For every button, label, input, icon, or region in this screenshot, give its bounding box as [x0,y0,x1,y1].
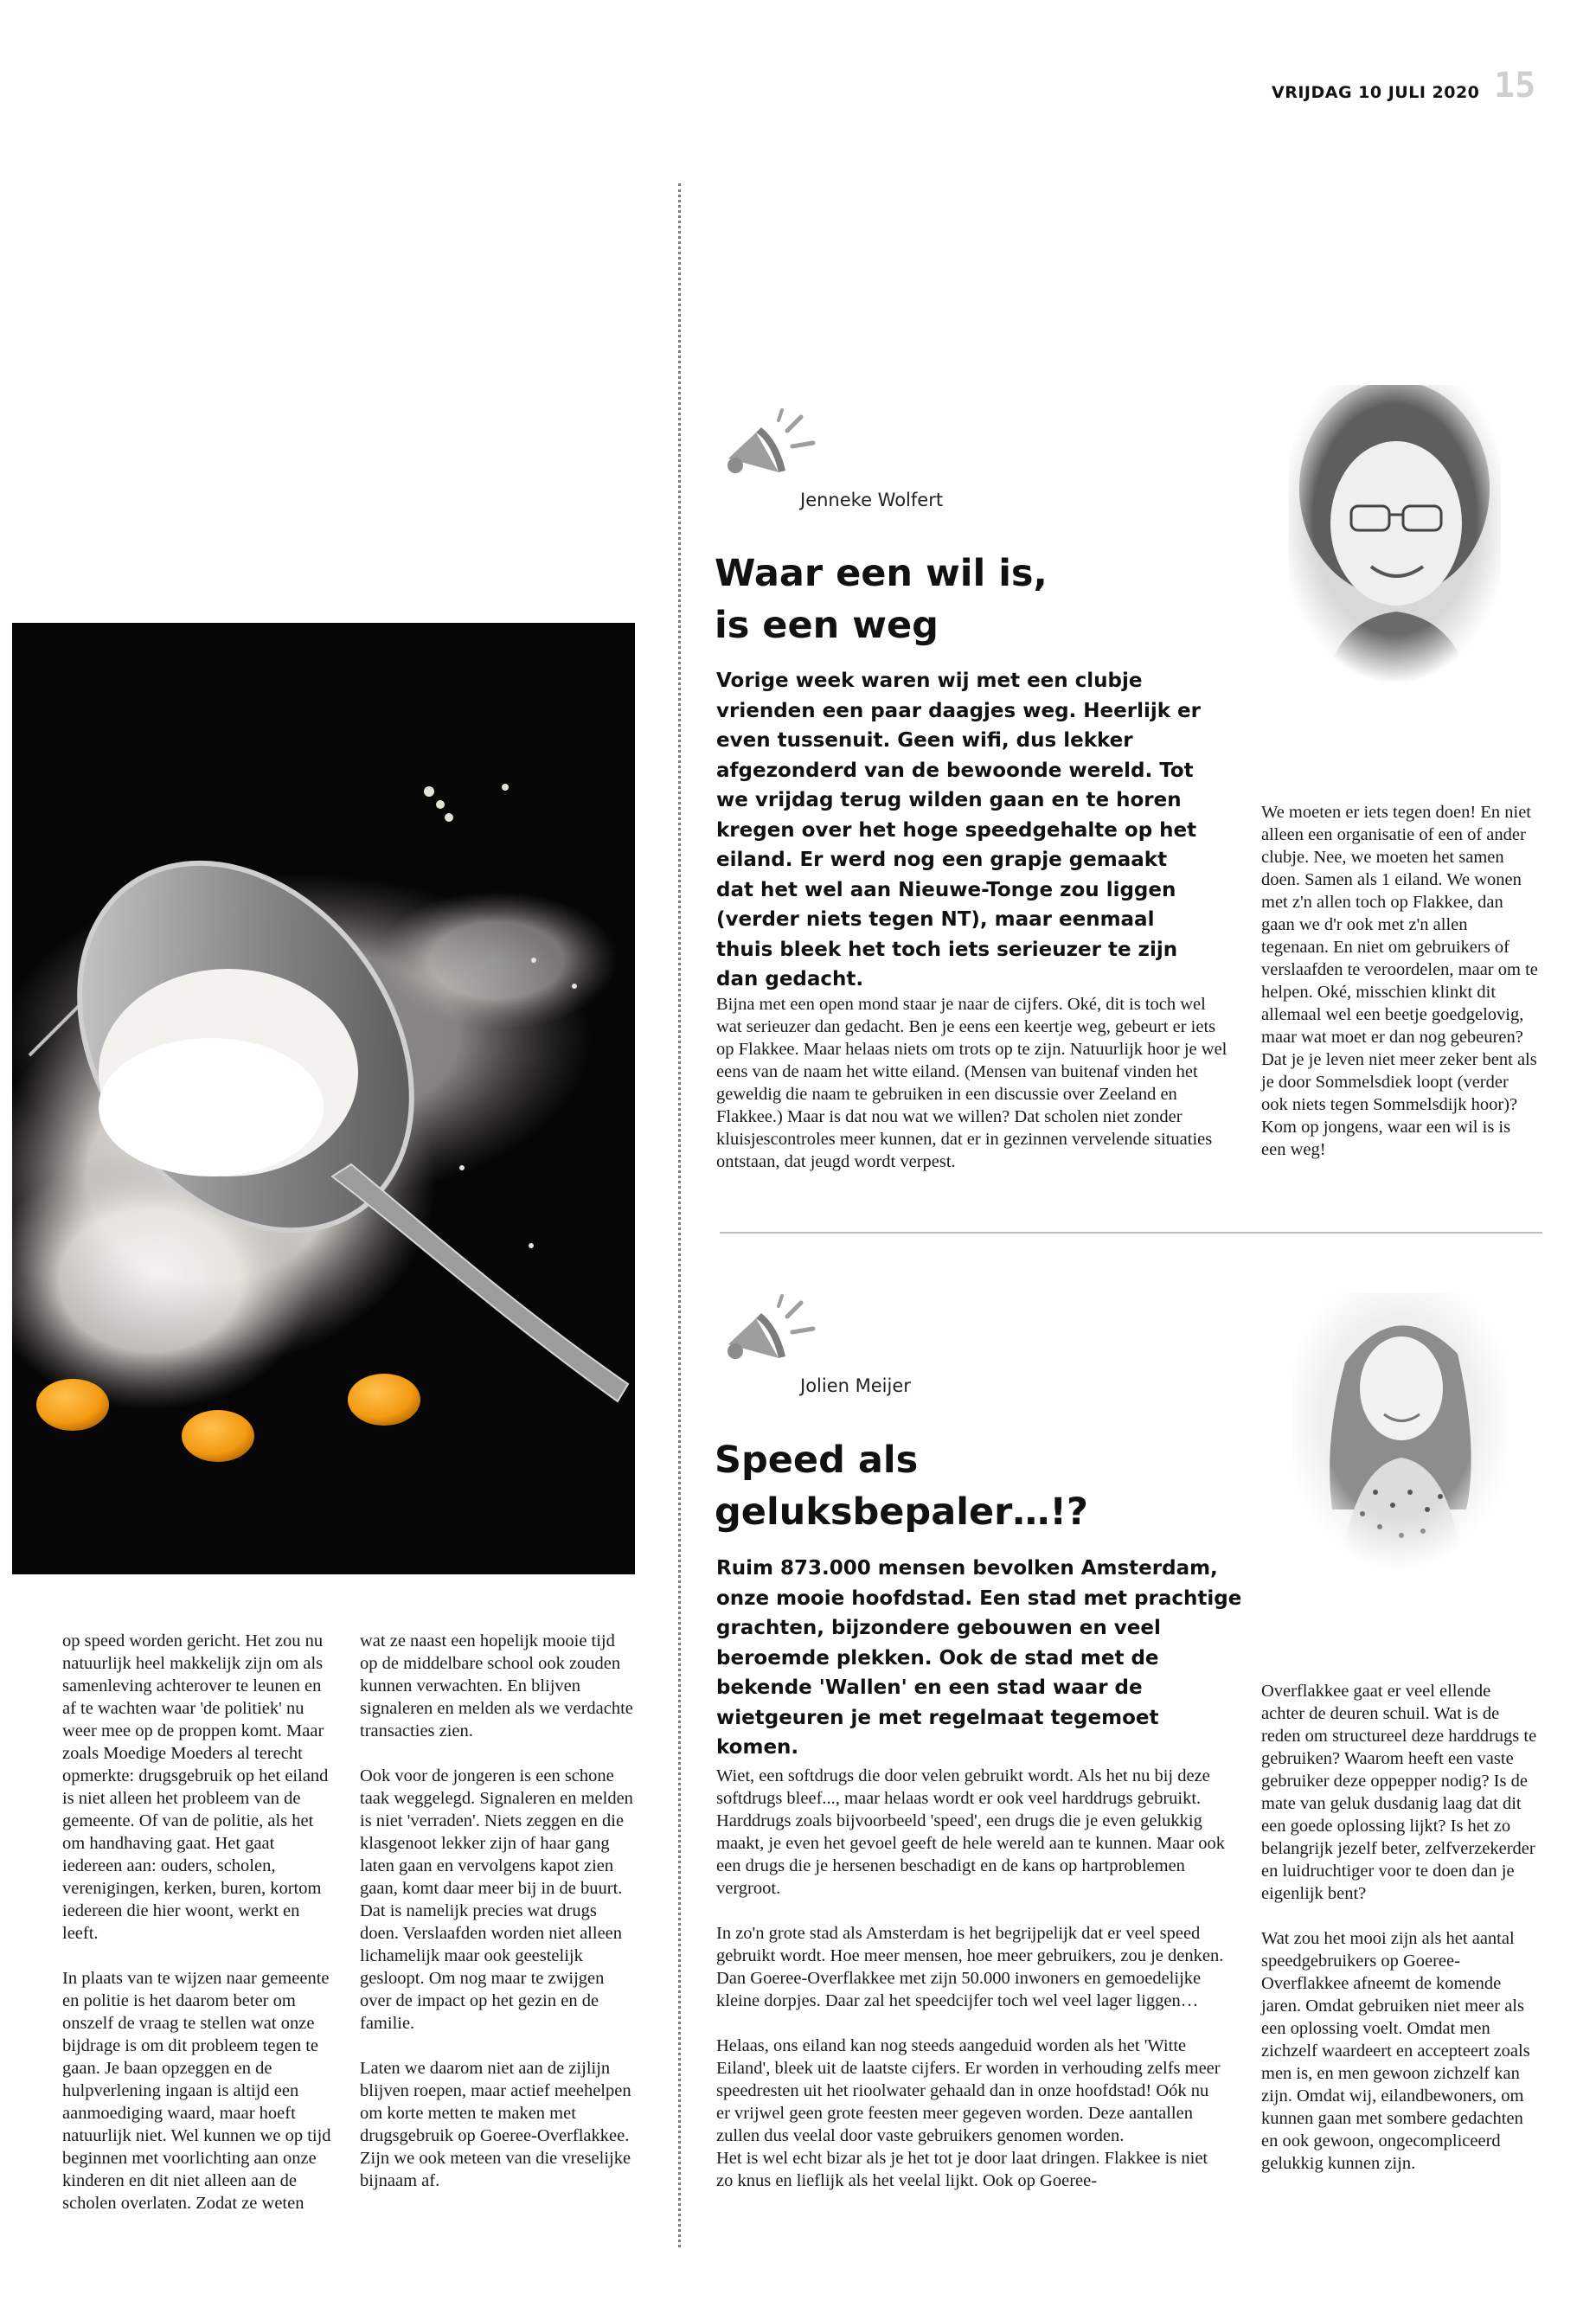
second-column-paragraph: Ook voor de jongeren is een schone taak weggelegd. Signaleren en melden is niet 'verraden'. Niets zeggen en die klasgenoot lekker zijn of haar gang laten gaan en vervolgens kapot zien gaan, komt daar meer bij in de buurt. Dat is namelijk precies wat drugs doen. Verslaafden worden niet alleen lichamelijk maar ook geestelijk gesloopt. Om nog maar te zwijgen over de impact op het gezin en de familie. [360,1766,633,2033]
article2-title [715,1434,1268,1538]
article1-body-paragraph: Bijna met een open mond staar je naar de cijfers. Oké, dit is toch wel wat serieuzer dan gedacht. Ben je eens een keertje weg, gebeurt er iets op Flakkee. Maar helaas niets om trots op te zijn. Natuurlijk hoor je wel eens van de naam het witte eiland. (Mensen van buitenaf vinden het geweldig die naam te gebruiken in een discussie over Zeeland en Flakkee.) Maar is dat nou wat we willen? Dat scholen niet zonder kluisjescontroles meer kunnen, dat er in gezinnen vervelende situaties ontstaan, dat jeugd wordt verpest. [716,995,1227,1171]
article2-body-paragraph: In zo'n grote stad als Amsterdam is het begrijpelijk dat er veel speed gebruikt wordt. Hoe meer mensen, hoe meer gebruikers, zou je denken. Dan Goeree-Overflakkee met zijn 50.000 inwoners en gemoedelijke kleine dorpjes. Daar zal het speedcijfer toch wel veel lager liggen… [716,1924,1224,2010]
article1-author: Jenneke Wolfert [800,490,944,510]
article-divider [720,1232,1542,1234]
drugs-spoon-photo [12,623,635,1574]
header-date: VRIJDAG 10 JULI 2020 [1272,83,1480,102]
article2-author: Jolien Meijer [800,1375,911,1396]
author-photo-jolien [1293,1293,1505,1570]
article1-sidebar-paragraph: We moeten er iets tegen doen! En niet alleen een organisatie of een of ander clubje. Nee, we moeten het samen doen. Samen als 1 eiland. We wonen met z'n allen toch op Flakkee, dan gaan we d'r ook met z'n allen tegenaan. En niet om gebruikers of verslaafden te veroordelen, maar om te helpen. Oké, misschien klinkt dit allemaal wel een beetje goedgelovig, maar wat moet er dan nog gebeuren? Dat je je leven niet meer zeker bent als je door Sommelsdiek loopt (verder ook niets tegen Sommelsdijk hoor)? Kom op jongens, waar een wil is is een weg! [1261,803,1538,1159]
article1-title-line2: is een weg [715,604,939,647]
second-column-paragraph: wat ze naast een hopelijk mooie tijd op de middelbare school ook zouden kunnen verwachten. En blijven signaleren en melden als we verdachte transacties zien. [360,1631,633,1740]
spoon-photo-illustration [12,623,635,1574]
author-photo-jenneke [1289,385,1501,683]
megaphone-icon [718,1294,822,1372]
article2-sidebar-paragraph: Overflakkee gaat er veel ellende achter de deuren schuil. Wat is de reden om structureel deze harddrugs te gebruiken? Waarom heeft een vaste gebruiker deze oppepper nodig? Is de mate van geluk dusdanig laag dat dit een goede oplossing lijkt? Is het zo belangrijk jezelf beter, zelfverzekerder en luidruchtiger voor te doen dan je eigenlijk bent? [1261,1682,1537,1903]
article2-body-paragraph: Het is wel echt bizar als je het tot je door laat dringen. Flakkee is niet zo knus en lieflijk als het veelal lijkt. Ook op Goeree- [716,2149,1208,2190]
article1-lead: Vorige week waren wij met een clubje vrienden een paar daagjes weg. Heerlijk er even tussenuit. Geen wifi, dus lekker afgezonderd van de bewoonde wereld. Tot we vrijdag terug wilden gaan en te horen kregen over het hoge speedgehalte op het eiland. Er werd nog een grapje gemaakt dat het wel aan Nieuwe-Tonge zou liggen (verder niets tegen NT), maar eenmaal thuis bleek het toch iets serieuzer te zijn dan gedacht. [716,670,1201,990]
article2-body [716,1765,1227,2192]
article2-sidebar-text [1261,1680,1538,2175]
page-number: 15 [1494,66,1536,106]
column-divider [678,183,681,2247]
article2-title-line2: geluksbepaler…!? [715,1490,1088,1534]
article1-body [716,993,1235,1173]
article1-title [715,548,1268,651]
left-column-text [62,1630,337,2214]
second-column-paragraph: Zijn we ook meteen van die vreselijke bijnaam af. [360,2149,631,2190]
left-column-paragraph: op speed worden gericht. Het zou nu natuurlijk heel makkelijk zijn om als samenleving achterover te leunen en af te wachten waar 'de politiek' nu weer mee op de proppen komt. Maar zoals Moedige Moeders al terecht opmerkte: drugsgebruik op het eiland is niet alleen het probleem van de gemeente. Of van de politie, als het om handhaving gaat. Het gaat iedereen aan: ouders, scholen, verenigingen, kerken, buren, kortom iedereen die hier woont, werkt en leeft. [62,1631,329,1943]
article2-lead: Ruim 873.000 mensen bevolken Amsterdam, onze mooie hoofdstad. Een stad met prachtige grachten, bijzondere gebouwen en veel beroemde plekken. Ook de stad met de bekende 'Wallen' en een stad waar de wietgeuren je met regelmaat tegemoet komen. [716,1557,1242,1759]
second-column-text [360,1630,637,2192]
article2-body-paragraph: Wiet, een softdrugs die door velen gebruikt wordt. Als het nu bij deze softdrugs bleef..., maar helaas wordt er ook veel harddrugs gebruikt. Harddrugs zoals bijvoorbeeld 'speed', een drugs die je even gelukkig maakt, je even het gevoel geeft de hele wereld aan te kunnen. Maar ook een drugs die je hersenen beschadigt en de kans op hartproblemen vergroot. [716,1766,1225,1898]
article2-title-line1: Speed als [715,1439,919,1482]
article2-sidebar-paragraph: Wat zou het mooi zijn als het aantal speedgebruikers op Goeree-Overflakkee afneemt de komende jaren. Omdat gebruiken niet meer als een oplossing voelt. Omdat men zichzelf waardeert en accepteert zoals men is, en men gewoon zichzelf kan zijn. Omdat wij, eilandbewoners, om kunnen gaan met sombere gedachten en ook gewoon, ongecompliceerd gelukkig kunnen zijn. [1261,1929,1530,2173]
megaphone-icon [718,408,822,486]
article1-title-line1: Waar een wil is, [715,552,1048,595]
article1-sidebar-text [1261,801,1538,1161]
second-column-paragraph: Laten we daarom niet aan de zijlijn blijven roepen, maar actief meehelpen om korte metten te maken met drugsgebruik op Goeree-Overflakkee. [360,2059,631,2145]
left-column-paragraph: In plaats van te wijzen naar gemeente en politie is het daarom beter om onszelf de vraag te stellen wat onze bijdrage is om dit probleem tegen te gaan. Je baan opzeggen en de hulpverlening ingaan is altijd een aanmoediging waard, maar hoeft natuurlijk niet. Wel kunnen we op tijd beginnen met voorlichting aan onze kinderen en dit niet alleen aan de scholen overlaten. Zodat ze weten [62,1969,331,2213]
article2-body-paragraph: Helaas, ons eiland kan nog steeds aangeduid worden als het 'Witte Eiland', bleek uit de laatste cijfers. Er worden in verhouding zelfs meer speedresten uit het rioolwater gehaald dan in onze hoofdstad! Oók nu er vrijwel geen grote feesten meer gegeven worden. Deze aantallen zullen dus veelal door vaste gebruikers genomen worden. [716,2036,1221,2145]
